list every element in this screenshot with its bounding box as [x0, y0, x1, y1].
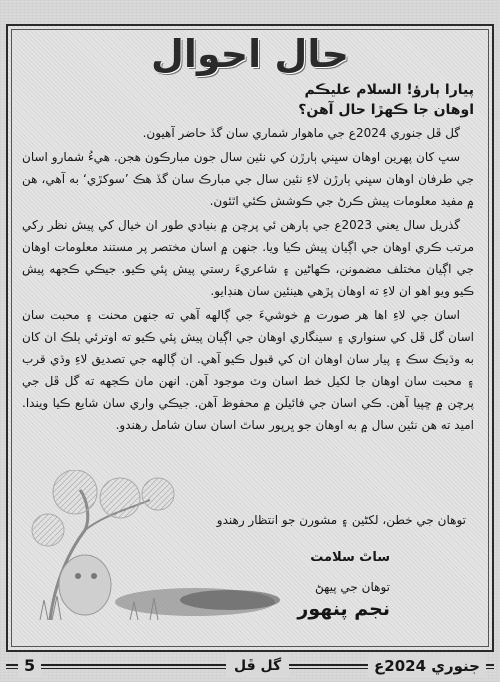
page-number: 5 [18, 654, 41, 678]
paragraph-1: گل ڦل جنوري 2024ع جي ماهوار شماري سان گڏ حاضر آهيون. [142, 126, 460, 140]
signature-from: توهان جي پيهڻ [314, 580, 390, 594]
greeting-line-2: اوهان جا ڪهڙا حال آهن؟ [298, 102, 474, 118]
greeting-line-1: پيارا ٻارؤ! السلام عليڪم [304, 82, 474, 98]
greeting [34, 80, 474, 120]
paragraph-2: سڀ کان پهرين اوهان سڀني ٻارڙن کي نئين سال جون مبارڪون هجن. هيءُ شمارو اسان جي طرفان اوهان سڀني ٻارڙن لاءِ نئين سال جي مبارڪ سان گڏ هڪ ’سوکڙي‘ به آهي، هن ۾ مفيد معلومات پيش ڪرڻ جي ڪوشش ڪئي اٿئون. [22, 150, 474, 208]
paragraph-3: گذريل سال يعني 2023ع جي ٻارهن ئي پرچن ۾ بنيادي طور ان خيال کي پيش نظر رکي مرتب ڪري اوهان جي اڳيان پيش ڪيا ويا. جنهن ۾ اسان مختصر پر مستند معلومات اوهان جي اڳيان مختلف مضمونن، ڪهاڻين ۽ شاعريءَ رستي پيش پئي ڪيو. جيڪي ڪجهه پيش ڪيو ويو اهو ان لاءِ ته اوهان پڙهي هينئين سان هنڊايو. [22, 218, 474, 298]
signature-greeting: ساٿ سلامت [310, 550, 390, 565]
signature-name: نجم پنهور [297, 598, 390, 620]
editorial-body [22, 122, 474, 438]
paragraph-4: اسان جي لاءِ اها هر صورت ۾ خوشيءَ جي ڳالهه آهي ته جنهن محنت ۽ محبت سان اسان گل ڦل کي سنواري ۽ سينگاري اوهان جي اڳيان پيش پئي ڪيو ته اوترئي ٻلڪ ان کان به وڌيڪ سڪ ۽ پيار سان اوهان ان کي قبول ڪيو آهي. ان ڳالهه جي تصديق لاءِ وڌي قرب ۽ محبت سان اوهان جا لکيل خط اسان وٽ موجود آهن. انهن مان ڪجهه ته گل ڦل جي پرچن ۾ ڇپيا آهن. ڪي اسان جي فائيلن ۾ محفوظ آهن. جيڪي واري سان شايع ڪيا ويندا. اميد ته هن نئين سال ۾ به اوهان جو ڀرپور ساٿ اسان سان شامل رهندو. [22, 308, 474, 432]
page-footer [0, 652, 500, 682]
issue-date: جنوري 2024ع [368, 654, 486, 678]
closing-line: توهان جي خطن، لکڻين ۽ مشورن جو انتظار رهندو [216, 513, 466, 527]
magazine-name: گل ڦل [226, 654, 289, 678]
page-title: حال احوال [150, 32, 350, 76]
signature-block [230, 546, 390, 622]
